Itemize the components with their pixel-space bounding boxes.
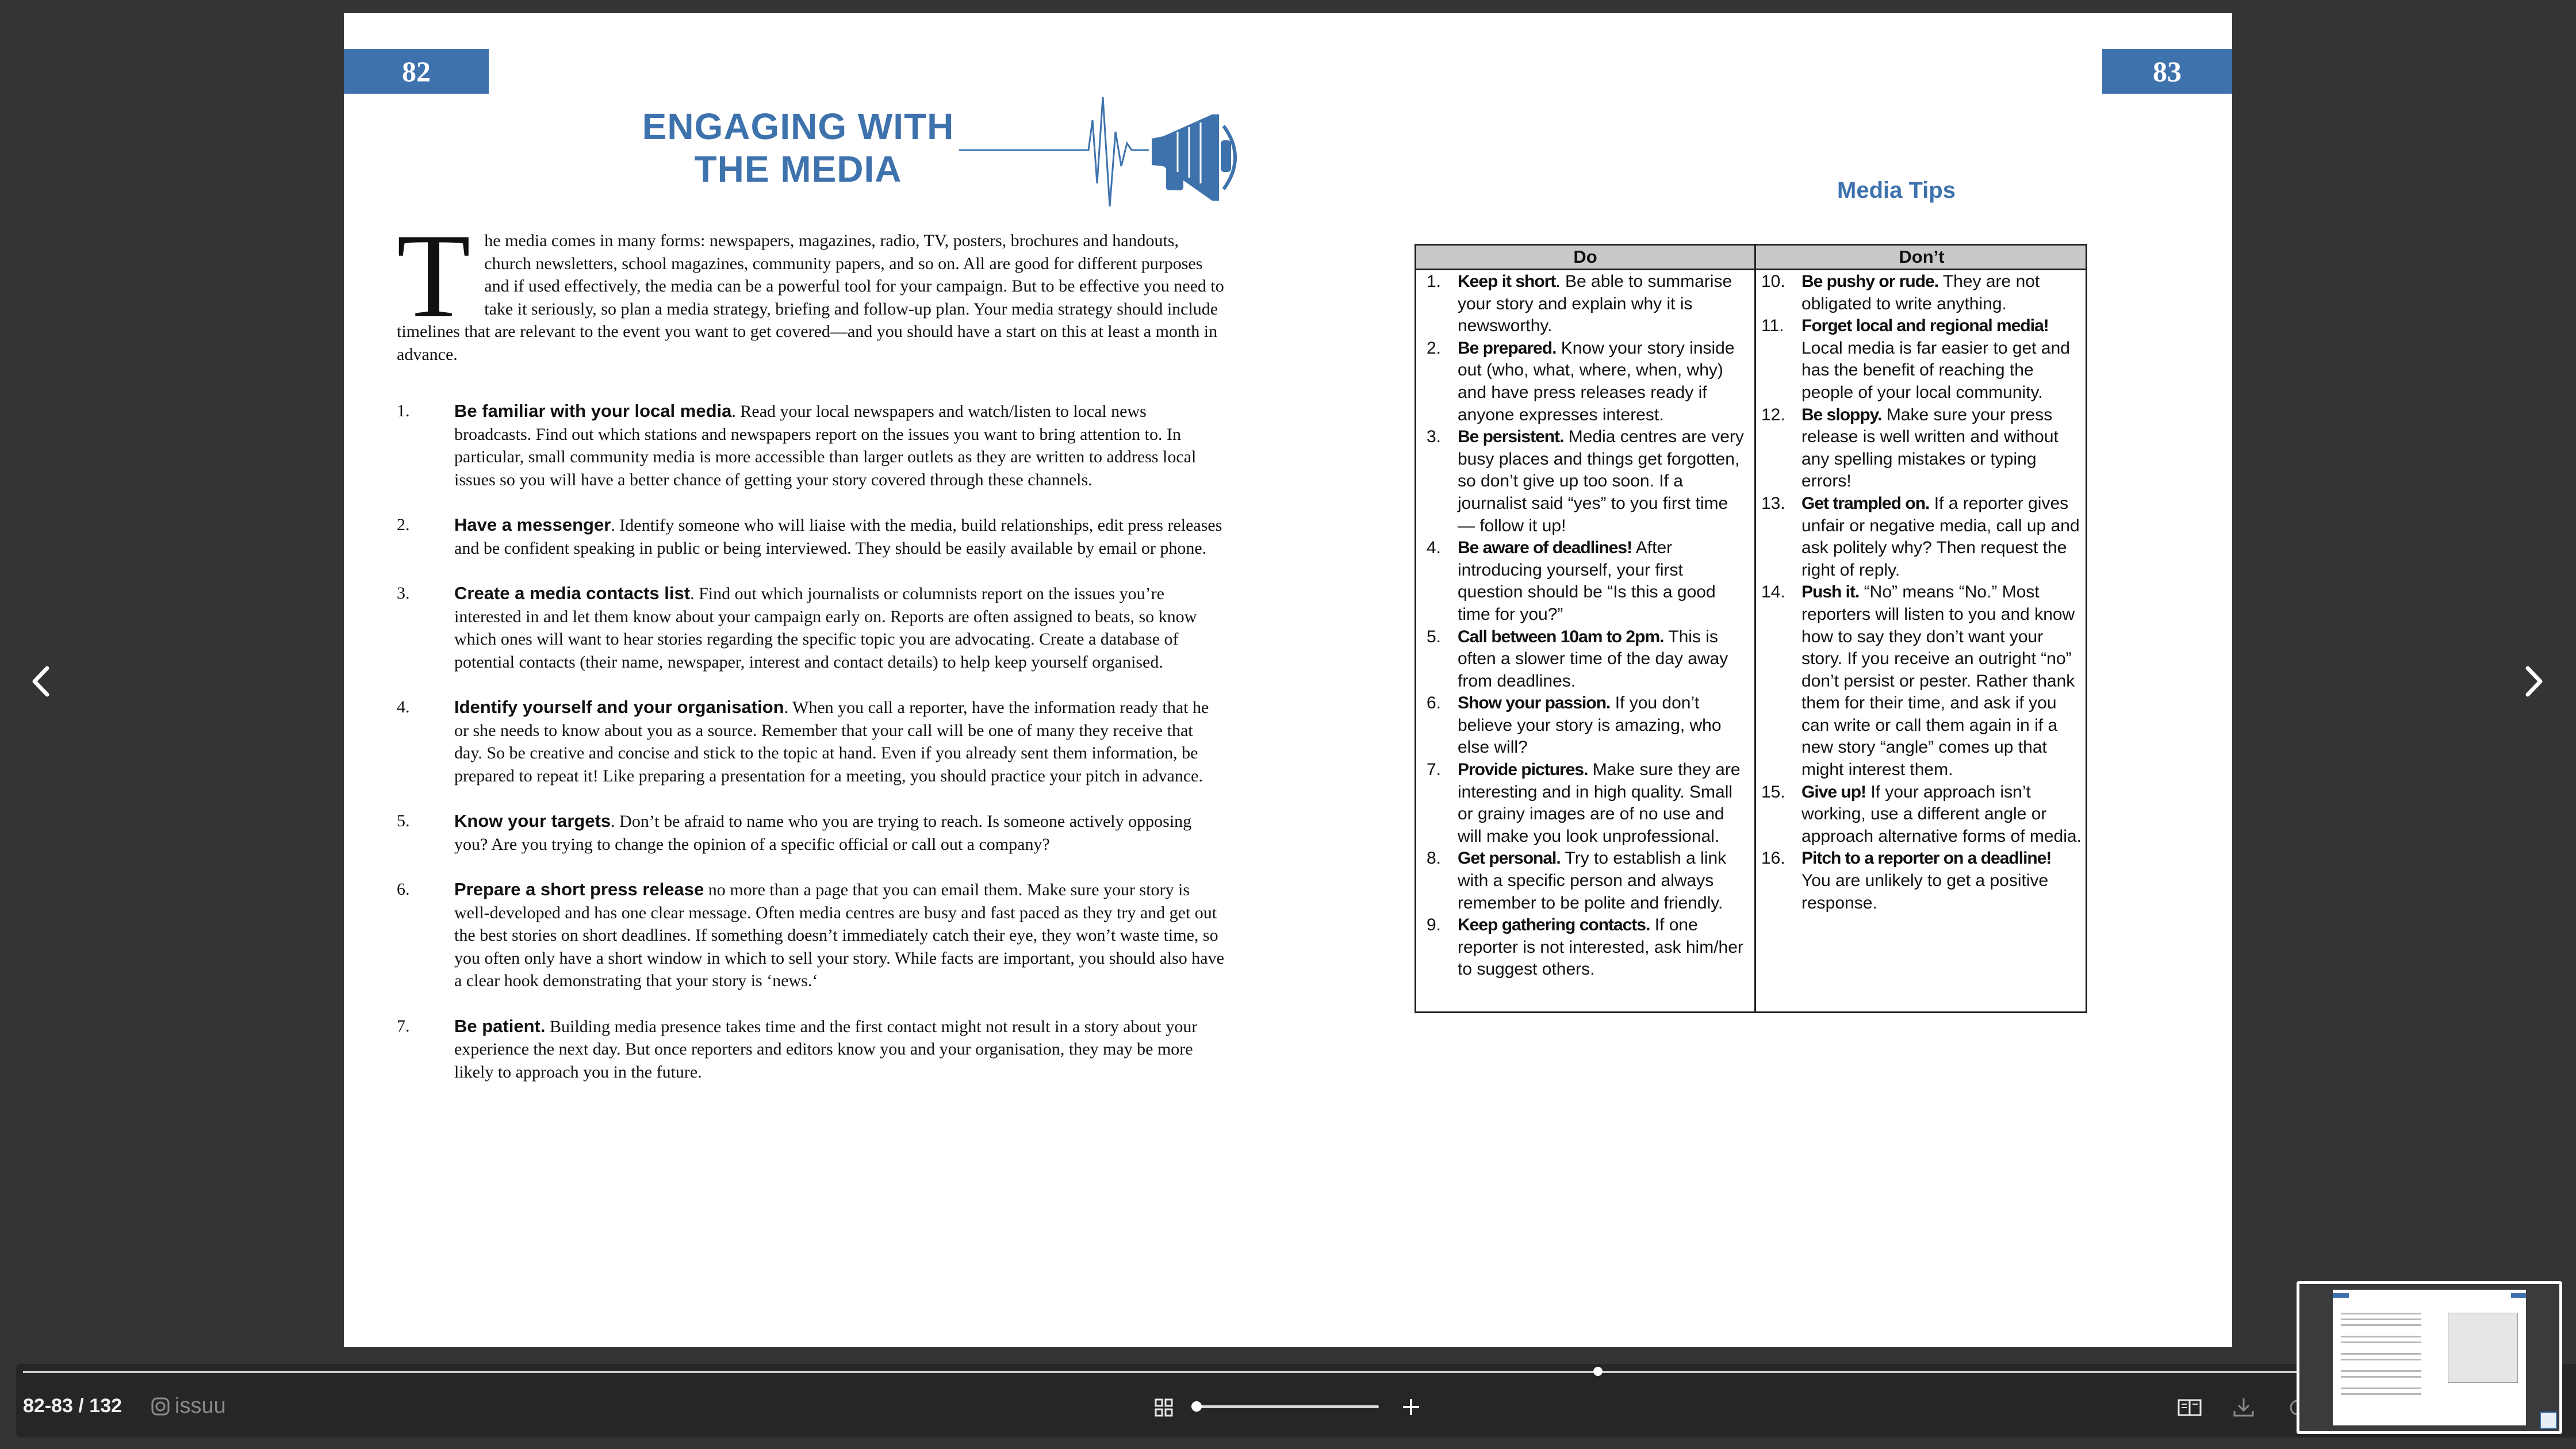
engagement-steps-list [397, 400, 1225, 1106]
tip-body: “No” means “No.” Most reporters will listen to you and know how to say they don’t want your story. If you receive an outright “no” don’t persist or pester. Rather thank them for their time, and ask if you can write or call them again in if a new story “angle” comes up that might interest them. [1801, 582, 2075, 780]
tip-heading: Show your passion. [1458, 693, 1611, 713]
tip-body: They are not obligated to write anything. [1801, 272, 2040, 313]
do-tip [1422, 338, 1749, 426]
thumbnail-table [2448, 1313, 2518, 1383]
tip-body: Media centres are very busy places and things get forgotten, so don’t give up too soon. If a journalist said “yes” to you first time — follow it up! [1458, 427, 1744, 535]
item-number: 4. [397, 697, 410, 716]
table-header [1416, 246, 2086, 270]
tip-heading: Push it. [1801, 582, 1860, 602]
tip-body: If your approach isn’t working, use a different angle or approach alternative forms of media. [1801, 782, 2082, 846]
dont-tip [1761, 781, 2083, 848]
chevron-right-icon[interactable] [2513, 661, 2553, 702]
thumbnail-text-line [2341, 1324, 2421, 1326]
plus-icon[interactable] [1400, 1396, 1423, 1419]
do-tip [1422, 759, 1749, 848]
item-number: 5. [397, 811, 410, 830]
list-item [397, 696, 1225, 787]
tip-heading: Get trampled on. [1801, 493, 1930, 513]
title-line-1: ENGAGING WITH [642, 106, 954, 147]
column-divider [1754, 269, 1756, 1011]
dont-tip [1761, 581, 2083, 781]
do-tip [1422, 537, 1749, 626]
issuu-logo[interactable] [151, 1394, 226, 1419]
dont-column [1761, 271, 2083, 914]
item-heading: Identify yourself and your organisation [454, 697, 784, 717]
tip-number: 4. [1427, 538, 1442, 558]
tip-body: If one reporter is not interested, ask him/her to suggest others. [1458, 915, 1743, 979]
tip-body: Know your story inside out (who, what, where, when, why) and have press releases ready if anyone expresses interest. [1458, 338, 1735, 424]
tip-number: 13. [1761, 493, 1785, 513]
column-header-dont: Don’t [1899, 247, 1945, 267]
thumbnail-text-line [2341, 1353, 2421, 1355]
tip-number: 12. [1761, 405, 1785, 424]
list-item [397, 1015, 1225, 1084]
tip-body: After introducing yourself, your first question should be “Is this a good time for you?” [1458, 538, 1716, 624]
tip-heading: Be persistent. [1458, 427, 1564, 447]
tip-number: 11. [1761, 316, 1784, 336]
issuu-wordmark: issuu [175, 1394, 226, 1418]
media-tips-table [1414, 244, 2087, 1013]
item-number: 1. [397, 401, 410, 420]
item-number: 6. [397, 880, 410, 899]
tip-body: You are unlikely to get a positive response. [1801, 871, 2049, 913]
dont-tip [1761, 271, 2083, 315]
thumbnail-page [2333, 1290, 2526, 1425]
zoom-slider-knob[interactable] [1191, 1401, 1202, 1412]
tip-heading: Provide pictures. [1458, 760, 1588, 780]
page-spread [344, 13, 2232, 1347]
zoom-slider[interactable] [1196, 1405, 1379, 1408]
item-number: 7. [397, 1016, 410, 1036]
tip-heading: Keep it short [1458, 272, 1556, 291]
page-number-right: 83 [2102, 49, 2232, 94]
dont-tip [1761, 493, 2083, 581]
do-tip [1422, 692, 1749, 759]
do-tip [1422, 914, 1749, 981]
tip-body: Try to establish a link with a specific person and always remember to be polite and friendly. [1458, 849, 1727, 913]
tip-number: 1. [1427, 272, 1442, 291]
tip-body: This is often a slower time of the day away from deadlines. [1458, 627, 1728, 691]
tip-number: 7. [1427, 760, 1442, 780]
item-heading: Prepare a short press release [454, 879, 704, 899]
tip-body: Make sure they are interesting and in high quality. Small or grainy images are of no use and will make you look unprofessional. [1458, 760, 1741, 846]
thumbnail-text-line [2341, 1387, 2421, 1389]
list-item [397, 878, 1225, 992]
tip-body: If you don’t believe your story is amazing, who else will? [1458, 693, 1722, 757]
column-header-do: Do [1416, 246, 1756, 269]
item-heading: Know your targets [454, 811, 611, 831]
thumbnail-text-line [2341, 1393, 2421, 1395]
item-heading: Be familiar with your local media [454, 401, 732, 421]
dont-tip [1761, 315, 2083, 404]
tip-body: Local media is far easier to get and has the benefit of reaching the people of your local community. [1801, 338, 2070, 402]
tip-number: 10. [1761, 272, 1785, 291]
tip-heading: Be sloppy. [1801, 405, 1882, 424]
do-column [1422, 271, 1749, 981]
media-tips-heading: Media Tips [1837, 178, 1956, 203]
tip-number: 8. [1427, 849, 1442, 868]
intro-paragraph [397, 209, 1225, 366]
thumbnail-accent [2511, 1293, 2526, 1298]
tip-number: 6. [1427, 693, 1442, 713]
issuu-logo-icon [151, 1397, 170, 1416]
do-tip [1422, 848, 1749, 914]
tip-heading: Be aware of deadlines! [1458, 538, 1632, 558]
tip-heading: Be prepared. [1458, 338, 1557, 358]
thumbnail-text-line [2341, 1376, 2421, 1378]
item-heading: Have a messenger [454, 515, 611, 535]
do-tip [1422, 271, 1749, 338]
item-body: Building media presence takes time and the first contact might not result in a story about your experience the next day. But once reporters and editors know you and your organisation, they may be more likely to approach you in the future. [454, 1017, 1198, 1082]
do-tip [1422, 626, 1749, 693]
item-body: . Find out which journalists or columnists report on the issues you’re interested in and let them know about your campaign early on. Reports are often assigned to beats, so know which ones will want to hear stories regarding the specific topic you are advocating. Create a database of potential contacts (their name, newspaper, interest and contact details) to help keep yourself organised. [454, 584, 1197, 672]
tip-number: 15. [1761, 782, 1785, 802]
list-item [397, 810, 1225, 856]
item-body: . When you call a reporter, have the information ready that he or she needs to know about you as a source. Remember that your call will be one of many they receive that day. So be creative and concise and stick to the topic at hand. Even if you already sent them information, be prepared to repeat it! Like preparing a presentation for a meeting, you should practice your pitch in advance. [454, 698, 1209, 785]
tip-number: 9. [1427, 915, 1442, 935]
tip-heading: Give up! [1801, 782, 1866, 802]
spread-thumbnail[interactable] [2297, 1281, 2562, 1434]
dont-tip [1761, 848, 2083, 914]
tip-number: 5. [1427, 627, 1442, 646]
drop-cap: T [397, 209, 471, 343]
thumbnail-expand-icon[interactable] [2540, 1412, 2557, 1429]
thumbnail-text-line [2341, 1370, 2421, 1372]
thumbnail-accent [2333, 1293, 2349, 1298]
tip-heading: Call between 10am to 2pm. [1458, 627, 1664, 646]
tip-number: 16. [1761, 849, 1785, 868]
page-title [626, 105, 971, 190]
tip-body: Make sure your press release is well written and without any spelling mistakes or typing errors! [1801, 405, 2058, 491]
thumbnail-text-line [2341, 1336, 2421, 1337]
page-number-left: 82 [344, 49, 489, 94]
tip-number: 14. [1761, 582, 1785, 602]
list-item [397, 400, 1225, 491]
dont-tip [1761, 404, 2083, 493]
thumbnail-text-line [2341, 1359, 2421, 1360]
tip-heading: Get personal. [1458, 849, 1561, 868]
title-line-2: THE MEDIA [694, 148, 902, 190]
megaphone-soundwave-icon [959, 86, 1316, 218]
chevron-left-icon[interactable] [22, 661, 62, 702]
tip-body: If a reporter gives unfair or negative media, call up and ask politely why? Then request the right of reply. [1801, 493, 2080, 580]
list-item [397, 582, 1225, 673]
list-item [397, 513, 1225, 559]
item-body: . Don’t be afraid to name who you are trying to reach. Is someone actively opposing you? Are you trying to change the opinion of a specific official or call out a company? [454, 812, 1192, 854]
thumbnail-text-line [2341, 1318, 2421, 1320]
thumbnail-text-line [2341, 1313, 2421, 1314]
item-number: 2. [397, 515, 410, 534]
item-body: . Read your local newspapers and watch/listen to local news broadcasts. Find out which stations and newspapers report on the issues you want to bring attention to. In particular, small community media is more accessible than larger outlets as they are written to address local issues so you will have a better chance of getting your story covered through these channels. [454, 402, 1197, 489]
thumbnail-text-line [2341, 1341, 2421, 1343]
page-progress-track[interactable] [23, 1371, 2300, 1373]
reader-mode-icon[interactable] [2177, 1396, 2202, 1419]
item-heading: Be patient. [454, 1015, 546, 1036]
page-counter: 82-83 / 132 [23, 1395, 122, 1417]
tip-body: . Be able to summarise your story and explain why it is newsworthy. [1458, 272, 1732, 336]
grid-icon[interactable] [1152, 1396, 1175, 1419]
tip-number: 3. [1427, 427, 1442, 447]
tip-heading: Be pushy or rude. [1801, 272, 1939, 291]
tip-heading: Keep gathering contacts. [1458, 915, 1650, 935]
item-number: 3. [397, 584, 410, 603]
tip-heading: Pitch to a reporter on a deadline! [1801, 849, 2052, 868]
intro-text: he media comes in many forms: newspapers, magazines, radio, TV, posters, brochures and handouts, church newsletters, school magazines, community papers, and so on. All are good for different purposes and if used effectively, the media can be a powerful tool for your campaign. But to be effective you need to take it seriously, so plan a media strategy, briefing and follow-up plan. Your media strategy should include timelines that are relevant to the event you want to get covered—and you should have a start on this at least a month in advance. [397, 231, 1224, 364]
do-tip [1422, 426, 1749, 537]
item-heading: Create a media contacts list [454, 583, 691, 603]
tip-number: 2. [1427, 338, 1442, 358]
page-progress-knob[interactable] [1593, 1367, 1603, 1376]
item-body: . Identify someone who will liaise with the media, build relationships, edit press releases and be confident speaking in public or being interviewed. They should be easily available by email or phone. [454, 516, 1222, 558]
tip-heading: Forget local and regional media! [1801, 316, 2049, 336]
item-body: no more than a page that you can email them. Make sure your story is well-developed and has one clear message. Often media centres are busy and fast paced as they try and get out the best stories on short deadlines. If something doesn’t immediately catch their eye, they won’t waste time, so you often only have a short window in which to sell your story. While facts are important, you should also have a clear hook demonstrating that your story is ‘news.‘ [454, 880, 1224, 990]
download-icon[interactable] [2231, 1396, 2256, 1419]
